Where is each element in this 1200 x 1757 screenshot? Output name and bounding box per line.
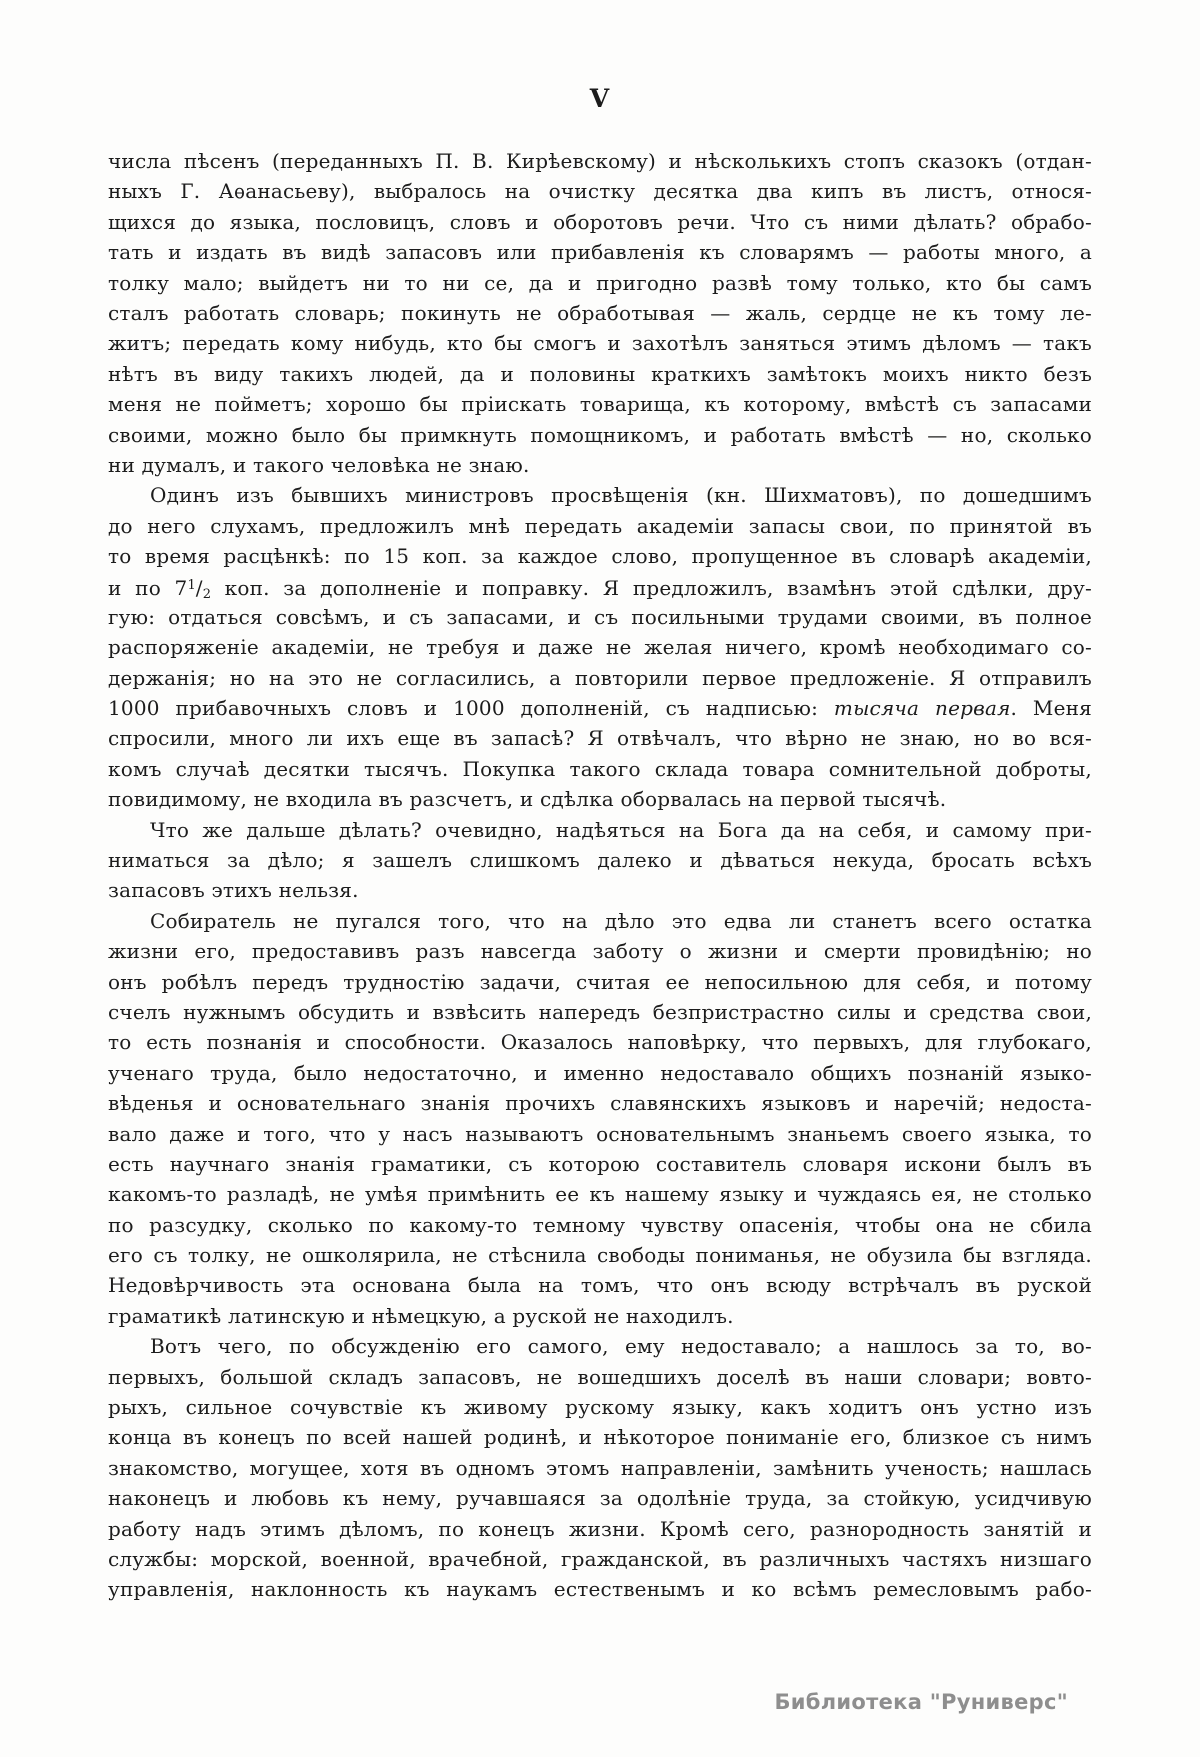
text-line: ныхъ Г. Аѳанасьеву), выбралось на очистку десятка два кипъ въ листъ, относя- — [108, 179, 1092, 204]
text-line: Недовѣрчивость эта основана была на томъ, что онъ всюду встрѣчалъ въ руской — [108, 1273, 1092, 1298]
text-segment: и по 7 — [108, 576, 188, 601]
text-line: распоряженіе академіи, не требуя и даже не желая ничего, кромѣ необходимаго со- — [108, 635, 1092, 660]
text-line: числа пѣсенъ (переданныхъ П. В. Кирѣевскому) и нѣсколькихъ стопъ сказокъ (отдан- — [108, 149, 1092, 173]
italic-text: тысяча первая — [833, 696, 1011, 721]
text-line: службы: морской, военной, врачебной, гражданской, въ различныхъ частяхъ низшаго — [108, 1546, 1092, 1571]
paragraph — [108, 815, 1092, 906]
text-line: сталъ работать словарь; покинуть не обработывая — жаль, сердце не къ тому ле- — [108, 300, 1092, 325]
text-line: его съ толку, не ошколярила, не стѣснила свободы пониманья, не обузила бы взгляда. — [108, 1243, 1092, 1268]
text-segment: 1 — [187, 578, 196, 594]
text-line: то время расцѣнкѣ: по 15 коп. за каждое слово, пропущенное въ словарѣ академіи, — [108, 544, 1092, 569]
text-line: ниматься за дѣло; я зашелъ слишкомъ далеко и дѣваться некуда, бросать всѣхъ — [108, 847, 1092, 872]
text-line: наконецъ и любовь къ нему, ручавшаяся за одолѣніе труда, за стойкую, усидчивую — [108, 1486, 1092, 1511]
text-line: Вотъ чего, по обсужденію его самого, ему недоставало; а нашлось за то, во- — [150, 1334, 1092, 1359]
text-line: первыхъ, большой складъ запасовъ, не вошедшихъ доселѣ въ наши словари; вовто- — [108, 1364, 1092, 1389]
text-line: есть научнаго знанія граматики, съ которою составитель словаря искони былъ въ — [108, 1151, 1092, 1176]
text-line: то есть познанія и способности. Оказалось наповѣрку, что первыхъ, для глубокаго, — [108, 1030, 1092, 1055]
text-segment: 2 — [202, 587, 211, 603]
page-text — [108, 146, 1092, 1605]
text-line: житъ; передать кому нибудь, кто бы смогъ и захотѣлъ заняться этимъ дѣломъ — такъ — [108, 331, 1092, 356]
text-line: до него слухамъ, предложилъ мнѣ передать академіи запасы свои, по принятой въ — [108, 513, 1092, 538]
text-line: комъ случаѣ десятки тысячъ. Покупка такого склада товара сомнительной доброты, — [108, 756, 1092, 781]
text-segment: / — [195, 576, 203, 601]
text-line: граматикѣ латинскую и нѣмецкую, а руской не находилъ. — [108, 1303, 734, 1328]
text-line: толку мало; выйдетъ ни то ни се, да и пригодно развѣ тому только, кто бы самъ — [108, 270, 1092, 295]
text-line: онъ робѣлъ передъ трудностію задачи, считая ее непосильною для себя, и потому — [108, 969, 1092, 994]
text-segment: . Меня — [1010, 696, 1092, 721]
paragraph — [108, 480, 1092, 814]
text-segment: 1000 прибавочныхъ словъ и 1000 дополненій, съ надписью: — [108, 696, 834, 721]
text-line: Одинъ изъ бывшихъ министровъ просвѣщенія (кн. Шихматовъ), по дошедшимъ — [150, 483, 1092, 508]
text-line: управленія, наклонность къ наукамъ естественымъ и ко всѣмъ ремесловымъ рабо- — [108, 1577, 1092, 1602]
text-line: спросили, много ли ихъ еще въ запасѣ? Я отвѣчалъ, что вѣрно не знаю, но во вся- — [108, 726, 1092, 751]
text-line: Собиратель не пугался того, что на дѣло это едва ли станетъ всего остатка — [150, 908, 1092, 933]
text-segment: коп. за дополненіе и поправку. Я предложилъ, взамѣнъ этой сдѣлки, дру- — [211, 576, 1092, 601]
text-line: счелъ нужнымъ обсудить и взвѣсить напередъ безпристрастно силы и средства свои, — [108, 999, 1092, 1024]
text-line: нѣтъ въ виду такихъ людей, да и половины краткихъ замѣтокъ моихъ никто безъ — [108, 361, 1092, 386]
text-line: держанія; но на это не согласились, а повторили первое предложеніе. Я отправилъ — [108, 665, 1092, 690]
text-line: запасовъ этихъ нельзя. — [108, 878, 359, 903]
text-line: ученаго труда, было недостаточно, и именно недоставало общихъ познаній языко- — [108, 1060, 1092, 1085]
text-line: вѣденья и основательнаго знанія прочихъ славянскихъ языковъ и наречій; недоста- — [108, 1091, 1092, 1116]
text-line: конца въ конецъ по всей нашей родинѣ, и нѣкоторое пониманіе его, близкое съ нимъ — [108, 1425, 1092, 1450]
text-line: по разсудку, сколько по какому-то темному чувству опасенія, чтобы она не сбила — [108, 1212, 1092, 1237]
paragraph — [108, 1331, 1092, 1605]
text-line: работу надъ этимъ дѣломъ, по конецъ жизни. Кромѣ сего, разнородность занятій и — [108, 1516, 1092, 1541]
text-line: повидимому, не входила въ разсчетъ, и сдѣлка оборвалась на первой тысячѣ. — [108, 787, 947, 812]
page-number: V — [589, 84, 611, 113]
text-line: гую: отдаться совсѣмъ, и съ запасами, и съ посильными трудами своими, въ полное — [108, 604, 1092, 629]
text-line: какомъ-то разладѣ, не умѣя примѣнить ее къ нашему языку и чуждаясь ея, не столько — [108, 1182, 1092, 1207]
text-line: ни думалъ, и такого человѣка не знаю. — [108, 452, 530, 477]
text-line: Что же дальше дѣлать? очевидно, надѣяться на Бога да на себя, и самому при- — [150, 817, 1092, 842]
text-line: вало даже и того, что у насъ называютъ основательнымъ знаньемъ своего языка, то — [108, 1121, 1092, 1146]
text-line: рыхъ, сильное сочувствіе къ живому рускому языку, какъ ходитъ онъ устно изъ — [108, 1395, 1092, 1420]
text-line: своими, можно было бы примкнуть помощникомъ, и работать вмѣстѣ — но, сколько — [108, 422, 1092, 447]
text-line: меня не пойметъ; хорошо бы пріискать товарища, къ которому, вмѣстѣ съ запасами — [108, 392, 1092, 417]
text-line: тать и издать въ видѣ запасовъ или прибавленія къ словарямъ — работы много, а — [108, 240, 1092, 265]
text-line: знакомство, могущее, хотя въ одномъ этомъ направленіи, замѣнить ученость; нашлась — [108, 1455, 1092, 1480]
text-line — [108, 571, 1092, 601]
text-line — [108, 693, 1092, 723]
paragraph — [108, 906, 1092, 1331]
text-line: жизни его, предоставивъ разъ навсегда заботу о жизни и смерти провидѣнію; но — [108, 939, 1092, 964]
watermark-text: Библиотека "Руниверс" — [774, 1690, 1068, 1714]
paragraph — [108, 146, 1092, 480]
text-line: щихся до языка, пословицъ, словъ и оборотовъ речи. Что съ ними дѣлать? обрабо- — [108, 209, 1092, 234]
